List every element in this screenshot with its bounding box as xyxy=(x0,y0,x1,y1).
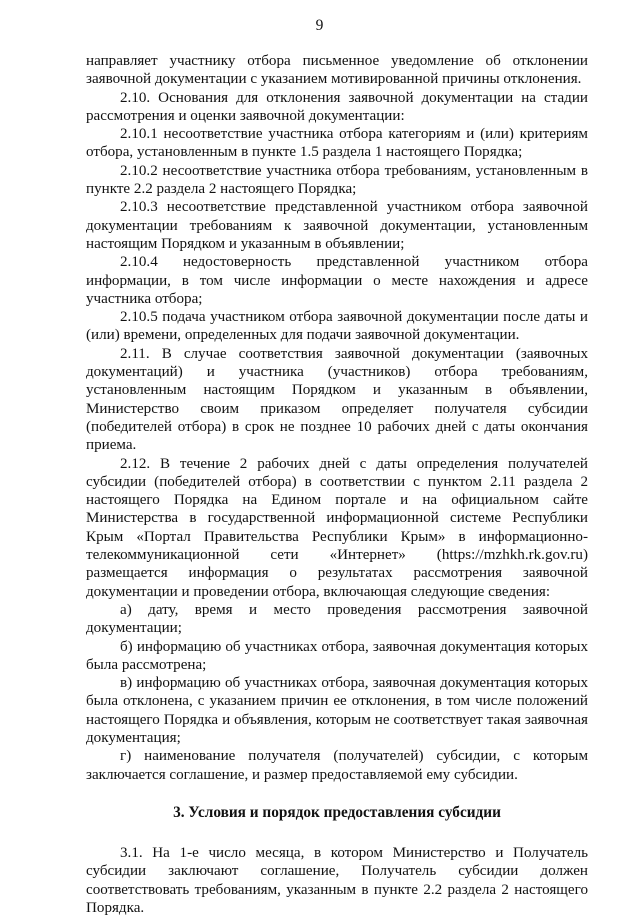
paragraph-2-11: 2.11. В случае соответствия заявочной документации (заявочных документаций) и участника (участников) отбора требованиям, установленным настоящим Порядком и указанным в объявлении, Министерство своим приказом определяет получателя субсидии (победителей отбора) в срок не позднее 10 рабочих дней с даты окончания приема. xyxy=(86,345,588,454)
paragraph-3-1: 3.1. На 1-е число месяца, в котором Министерство и Получатель субсидии заключают соглашение, Получатель субсидии должен соответствовать требованиям, указанным в пункте 2.2 раздела 2 настоящего Порядка. xyxy=(86,845,588,917)
section-heading: 3. Условия и порядок предоставления субсидии xyxy=(173,803,501,821)
list-item-v: в) информацию об участниках отбора, заявочная документация которых была отклонена, с указанием причин ее отклонения, в том числе положений настоящего Порядка и объявления, которым не соответствует такая заявочная документация; xyxy=(86,675,588,746)
paragraph-2-10-3: 2.10.3 несоответствие представленной участником отбора заявочной документации требованиям к заявочной документации, установленным настоящим Порядком и указанным в объявлении; xyxy=(86,199,588,252)
list-item-g: г) наименование получателя (получателей) субсидии, с которым заключается соглашение, и размер предоставляемой ему субсидии. xyxy=(86,748,588,783)
paragraph-2-10-5: 2.10.5 подача участником отбора заявочной документации после даты и (или) времени, определенных для подачи заявочной документации. xyxy=(86,309,588,344)
list-item-a: а) дату, время и место проведения рассмотрения заявочной документации; xyxy=(86,601,588,637)
paragraph-2-10-2: 2.10.2 несоответствие участника отбора требованиям, установленным в пункте 2.2 раздела 2 настоящего Порядка; xyxy=(86,162,588,198)
paragraph-2-10-4: 2.10.4 недостоверность представленной участником отбора информации, в том числе информации о месте нахождения и адресе участника отбора; xyxy=(86,254,588,307)
paragraph-2-12: 2.12. В течение 2 рабочих дней с даты определения получателей субсидии (победителей отбора) в соответствии с пунктом 2.11 раздела 2 настоящего Порядка на Едином портале и на официальном сайте Министерства в государственной информационной системе Республики Крым «Портал Правительства Республики Крым» в информационно-телекоммуникационной сети «Интернет» (https://mzhkh.rk.gov.ru) размещается информация о результатах рассмотрения заявочной документации и проведении отбора, включающая следующие сведения: xyxy=(86,455,588,600)
document-body xyxy=(86,52,588,917)
paragraph-continuation: направляет участнику отбора письменное уведомление об отклонении заявочной документации с указанием мотивированной причины отклонения. xyxy=(86,53,588,88)
list-item-b: б) информацию об участниках отбора, заявочная документация которых была рассмотрена; xyxy=(86,638,588,673)
paragraph-2-10-1: 2.10.1 несоответствие участника отбора категориям и (или) критериям отбора, установленным в пункте 1.5 раздела 1 настоящего Порядка; xyxy=(86,126,588,161)
page-number: 9 xyxy=(315,17,324,34)
paragraph-2-10: 2.10. Основания для отклонения заявочной документации на стадии рассмотрения и оценки заявочной документации: xyxy=(86,89,588,124)
